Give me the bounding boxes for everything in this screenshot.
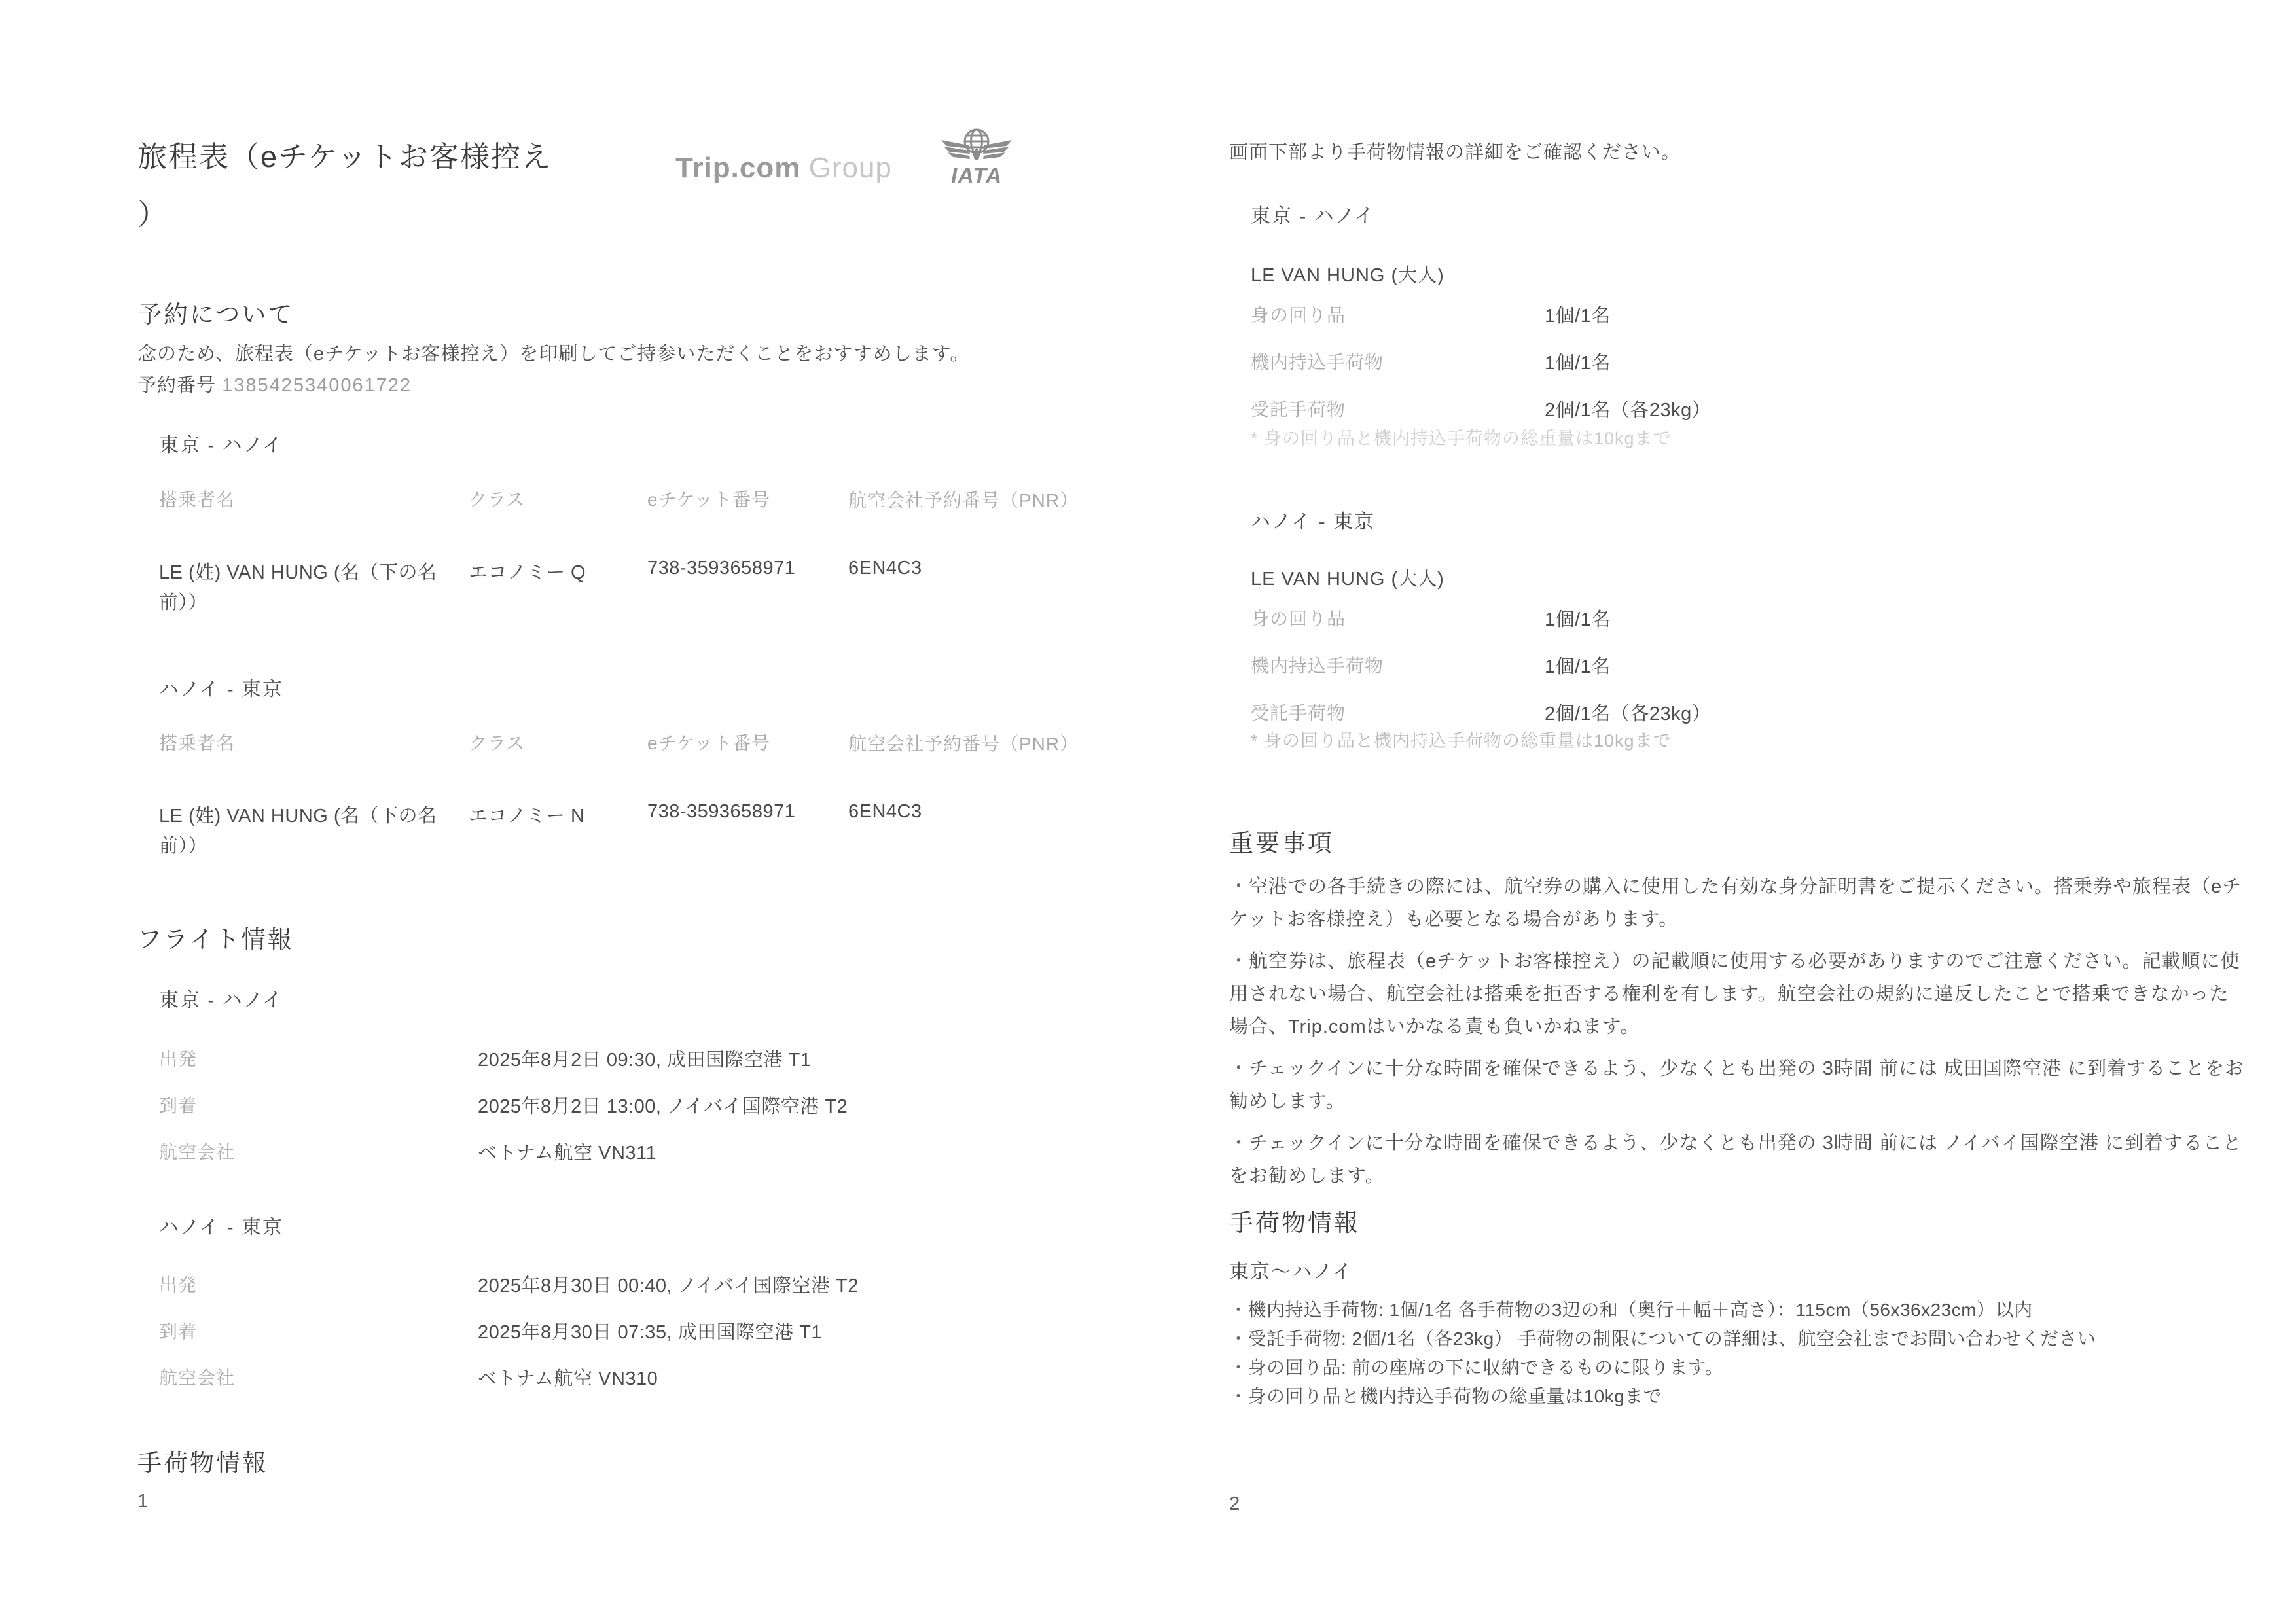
booking-table-row-1 [159,558,1075,618]
flight-row-arrival [159,1317,1088,1344]
col-passenger-name: 搭乗者名 [159,490,236,510]
flight-details-2 [159,1271,1088,1391]
cabin-class: エコノミー N [469,806,585,827]
important-bullet-list [1229,870,2245,1202]
carryon-value: 1個/1名 [1545,353,1611,374]
baggage-rows-2 [1251,605,2219,726]
col-passenger-name: 搭乗者名 [159,733,236,753]
booking-route-2: ハノイ - 東京 [159,679,283,700]
page-2 [1229,0,2250,1623]
pnr-code: 6EN4C3 [848,558,922,579]
flight-row-departure [159,1271,1088,1298]
baggage-weight-note-2: * 身の回り品と機内持込手荷物の総重量は10kgまで [1251,731,1672,751]
col-eticket-number: eチケット番号 [647,490,771,510]
col-eticket-number: eチケット番号 [647,733,771,753]
passenger-name: LE (姓) VAN HUNG (名（下の名前）） [159,562,437,613]
baggage-passenger-2: LE VAN HUNG (大人) [1251,569,1444,590]
arrival-label: 到着 [159,1096,198,1116]
document-title [137,128,687,243]
baggage-rows-1 [1251,301,2219,422]
checked-baggage-label: 受託手荷物 [1251,399,1346,419]
booking-number-value: 1385425340061722 [222,375,412,396]
baggage-info-bullet: ・ 受託手荷物: 2個/1名（各23kg） 手荷物の制限についての詳細は、航空会社までお問い合わせください [1229,1325,2245,1353]
important-bullet: ・ 空港での各手続きの際には、航空券の購入に使用した有効な身分証明書をご提示ください。搭乗券や旅程表（eチケットお客様控え）も必要となる場合があります。 [1229,870,2245,936]
col-airline-pnr: 航空会社予約番号（PNR） [848,734,1079,754]
baggage-row-personal-item [1251,301,2219,328]
pnr-code: 6EN4C3 [848,801,922,822]
checked-baggage-value: 2個/1名（各23kg） [1545,400,1712,421]
carryon-label: 機内持込手荷物 [1251,656,1384,676]
baggage-route-2: ハノイ - 東京 [1251,511,1375,533]
iata-wings-globe-icon [940,126,1013,168]
departure-label: 出発 [159,1275,198,1295]
baggage-route-1: 東京 - ハノイ [1251,205,1375,227]
important-bullet: ・ 航空券は、旅程表（eチケットお客様控え）の記載順に使用する必要がありますのでご注意ください。記載順に使用されない場合、航空会社は搭乗を拒否する権利を有します。航空会社の規約に違反したことで搭乗できなかった場合、Trip.comはいかなる責も負いかねます。 [1229,945,2245,1043]
personal-item-value: 1個/1名 [1545,609,1611,630]
checked-baggage-label: 受託手荷物 [1251,703,1346,723]
eticket-number: 738-3593658971 [647,801,796,822]
col-class: クラス [469,733,526,753]
col-airline-pnr: 航空会社予約番号（PNR） [848,490,1079,510]
airline-value: ベトナム航空 VN310 [478,1368,658,1389]
flight-row-arrival [159,1092,1088,1118]
departure-value: 2025年8月30日 00:40, ノイバイ国際空港 T2 [478,1275,859,1296]
booking-print-note: 念のため、旅程表（eチケットお客様控え）を印刷してご持参いただくことをおすすめします。 [137,344,970,365]
personal-item-label: 身の回り品 [1251,609,1346,629]
flight-section-heading: フライト情報 [137,926,294,953]
iata-logo [940,126,1013,189]
carryon-label: 機内持込手荷物 [1251,352,1384,372]
arrival-value: 2025年8月30日 07:35, 成田国際空港 T1 [478,1322,823,1343]
booking-number-row [137,370,412,397]
baggage-row-carryon [1251,348,2219,375]
iata-wordmark: IATA [950,164,1003,188]
booking-section-heading: 予約について [137,301,295,328]
group-wordmark: Group [808,152,892,184]
baggage-passenger-1: LE VAN HUNG (大人) [1251,265,1444,286]
important-bullet: ・ チェックインに十分な時間を確保できるよう、少なくとも出発の 3時間 前には ノイバイ国際空港 に到着することをお勧めします。 [1229,1127,2245,1192]
baggage-info-bullet: ・ 機内持込手荷物: 1個/1名 各手荷物の3辺の和（奥行＋幅＋高さ）：115cm（56x36x23cm）以内 [1229,1296,2245,1325]
flight-row-airline [159,1364,1088,1391]
personal-item-value: 1個/1名 [1545,306,1611,327]
flight-row-departure [159,1045,1088,1072]
checked-baggage-value: 2個/1名（各23kg） [1545,704,1712,724]
booking-table-header-2 [159,729,1079,759]
important-bullet: ・ チェックインに十分な時間を確保できるよう、少なくとも出発の 3時間 前には 成田国際空港 に到着することをお勧めします。 [1229,1052,2245,1118]
page-number-1: 1 [137,1491,149,1512]
flight-row-airline [159,1138,1088,1165]
arrival-value: 2025年8月2日 13:00, ノイバイ国際空港 T2 [478,1096,848,1117]
departure-value: 2025年8月2日 09:30, 成田国際空港 T1 [478,1050,812,1071]
tripcom-wordmark: Trip.com [675,152,801,184]
booking-number-label: 予約番号 [137,375,217,396]
baggage-info-bullet-list [1229,1296,2245,1411]
tripcom-group-logo [675,152,892,185]
flight-details-1 [159,1045,1088,1165]
baggage-info-heading: 手荷物情報 [1229,1209,1360,1236]
important-section-heading: 重要事項 [1229,830,1334,857]
airline-label: 航空会社 [159,1142,236,1162]
baggage-info-bullet: ・ 身の回り品: 前の座席の下に収納できるものに限ります。 [1229,1353,2245,1382]
passenger-name: LE (姓) VAN HUNG (名（下の名前）） [159,806,437,857]
flight-route-2: ハノイ - 東京 [159,1217,283,1238]
baggage-weight-note-1: * 身の回り品と機内持込手荷物の総重量は10kgまで [1251,429,1672,448]
baggage-info-route: 東京～ハノイ [1229,1261,1354,1283]
col-class: クラス [469,490,526,510]
booking-route-1: 東京 - ハノイ [159,435,283,456]
departure-label: 出発 [159,1049,198,1069]
eticket-number: 738-3593658971 [647,558,796,579]
baggage-info-bullet: ・ 身の回り品と機内持込手荷物の総重量は10kgまで [1229,1382,2245,1411]
booking-table-header-1 [159,486,1079,516]
booking-table-row-2 [159,801,1075,861]
personal-item-label: 身の回り品 [1251,305,1346,325]
baggage-row-personal-item [1251,605,2219,632]
arrival-label: 到着 [159,1321,198,1342]
airline-label: 航空会社 [159,1368,236,1388]
cabin-class: エコノミー Q [469,562,586,583]
baggage-detail-note: 画面下部より手荷物情報の詳細をご確認ください。 [1229,142,1681,163]
baggage-row-carryon [1251,652,2219,679]
baggage-row-checked [1251,699,2219,726]
flight-route-1: 東京 - ハノイ [159,990,283,1011]
airline-value: ベトナム航空 VN311 [478,1143,657,1164]
baggage-row-checked [1251,395,2219,422]
document-title-line1: 旅程表（eチケットお客様控え [137,140,552,173]
page-1 [137,0,1119,1623]
page-number-2: 2 [1229,1493,1240,1514]
carryon-value: 1個/1名 [1545,656,1611,677]
baggage-section-heading-p1: 手荷物情報 [137,1450,268,1476]
document-title-line2: ） [137,198,169,231]
